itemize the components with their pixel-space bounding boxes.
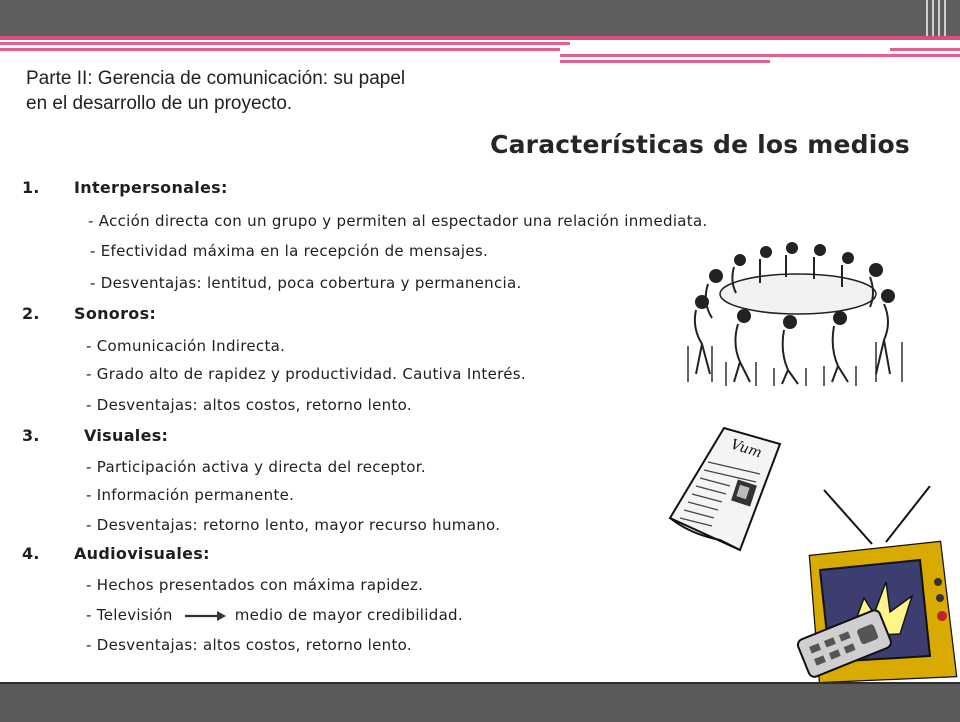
list-item: - Desventajas: altos costos, retorno lento. <box>86 396 412 414</box>
slide-subtitle <box>26 66 546 116</box>
section-number: 3. <box>22 426 40 445</box>
section-title: Audiovisuales: <box>74 544 210 563</box>
section-title: Interpersonales: <box>74 178 228 197</box>
television-remote-illustration <box>790 486 958 682</box>
slide-title: Características de los medios <box>490 130 910 159</box>
list-item: - Acción directa con un grupo y permiten al espectador una relación inmediata. <box>88 212 708 230</box>
list-item: - Comunicación Indirecta. <box>86 337 286 355</box>
section-heading-3 <box>22 426 168 445</box>
top-header-bar <box>0 0 960 36</box>
section-number: 4. <box>22 544 40 563</box>
header-decoration <box>926 0 948 36</box>
list-item: - Efectividad máxima en la recepción de mensajes. <box>90 242 489 260</box>
newspaper-illustration <box>660 422 790 552</box>
list-item-tv <box>86 606 463 624</box>
newspaper-masthead: Vum <box>728 436 764 462</box>
list-item: - Participación activa y directa del receptor. <box>86 458 426 476</box>
subtitle-line-1: Parte II: Gerencia de comunicación: su papel <box>26 68 406 89</box>
section-heading-4 <box>22 544 210 563</box>
accent-band <box>0 36 960 40</box>
list-item: - Hechos presentados con máxima rapidez. <box>86 576 424 594</box>
list-item: - Información permanente. <box>86 486 295 504</box>
tv-label: - Televisión <box>86 606 173 624</box>
section-number: 2. <box>22 304 40 323</box>
list-item: - Desventajas: retorno lento, mayor recurso humano. <box>86 516 501 534</box>
tv-description: medio de mayor credibilidad. <box>234 606 463 624</box>
subtitle-line-2: en el desarrollo de un proyecto. <box>26 93 293 114</box>
section-title: Visuales: <box>84 426 169 445</box>
list-item: - Desventajas: altos costos, retorno lento. <box>86 636 412 654</box>
meeting-group-illustration <box>680 236 908 386</box>
section-heading-1 <box>22 178 228 197</box>
section-number: 1. <box>22 178 40 197</box>
list-item: - Desventajas: lentitud, poca cobertura y permanencia. <box>90 274 522 292</box>
list-item: - Grado alto de rapidez y productividad. Cautiva Interés. <box>86 365 526 383</box>
section-title: Sonoros: <box>74 304 157 323</box>
bottom-footer-bar <box>0 682 960 722</box>
section-heading-2 <box>22 304 156 323</box>
right-arrow-icon <box>183 609 227 623</box>
